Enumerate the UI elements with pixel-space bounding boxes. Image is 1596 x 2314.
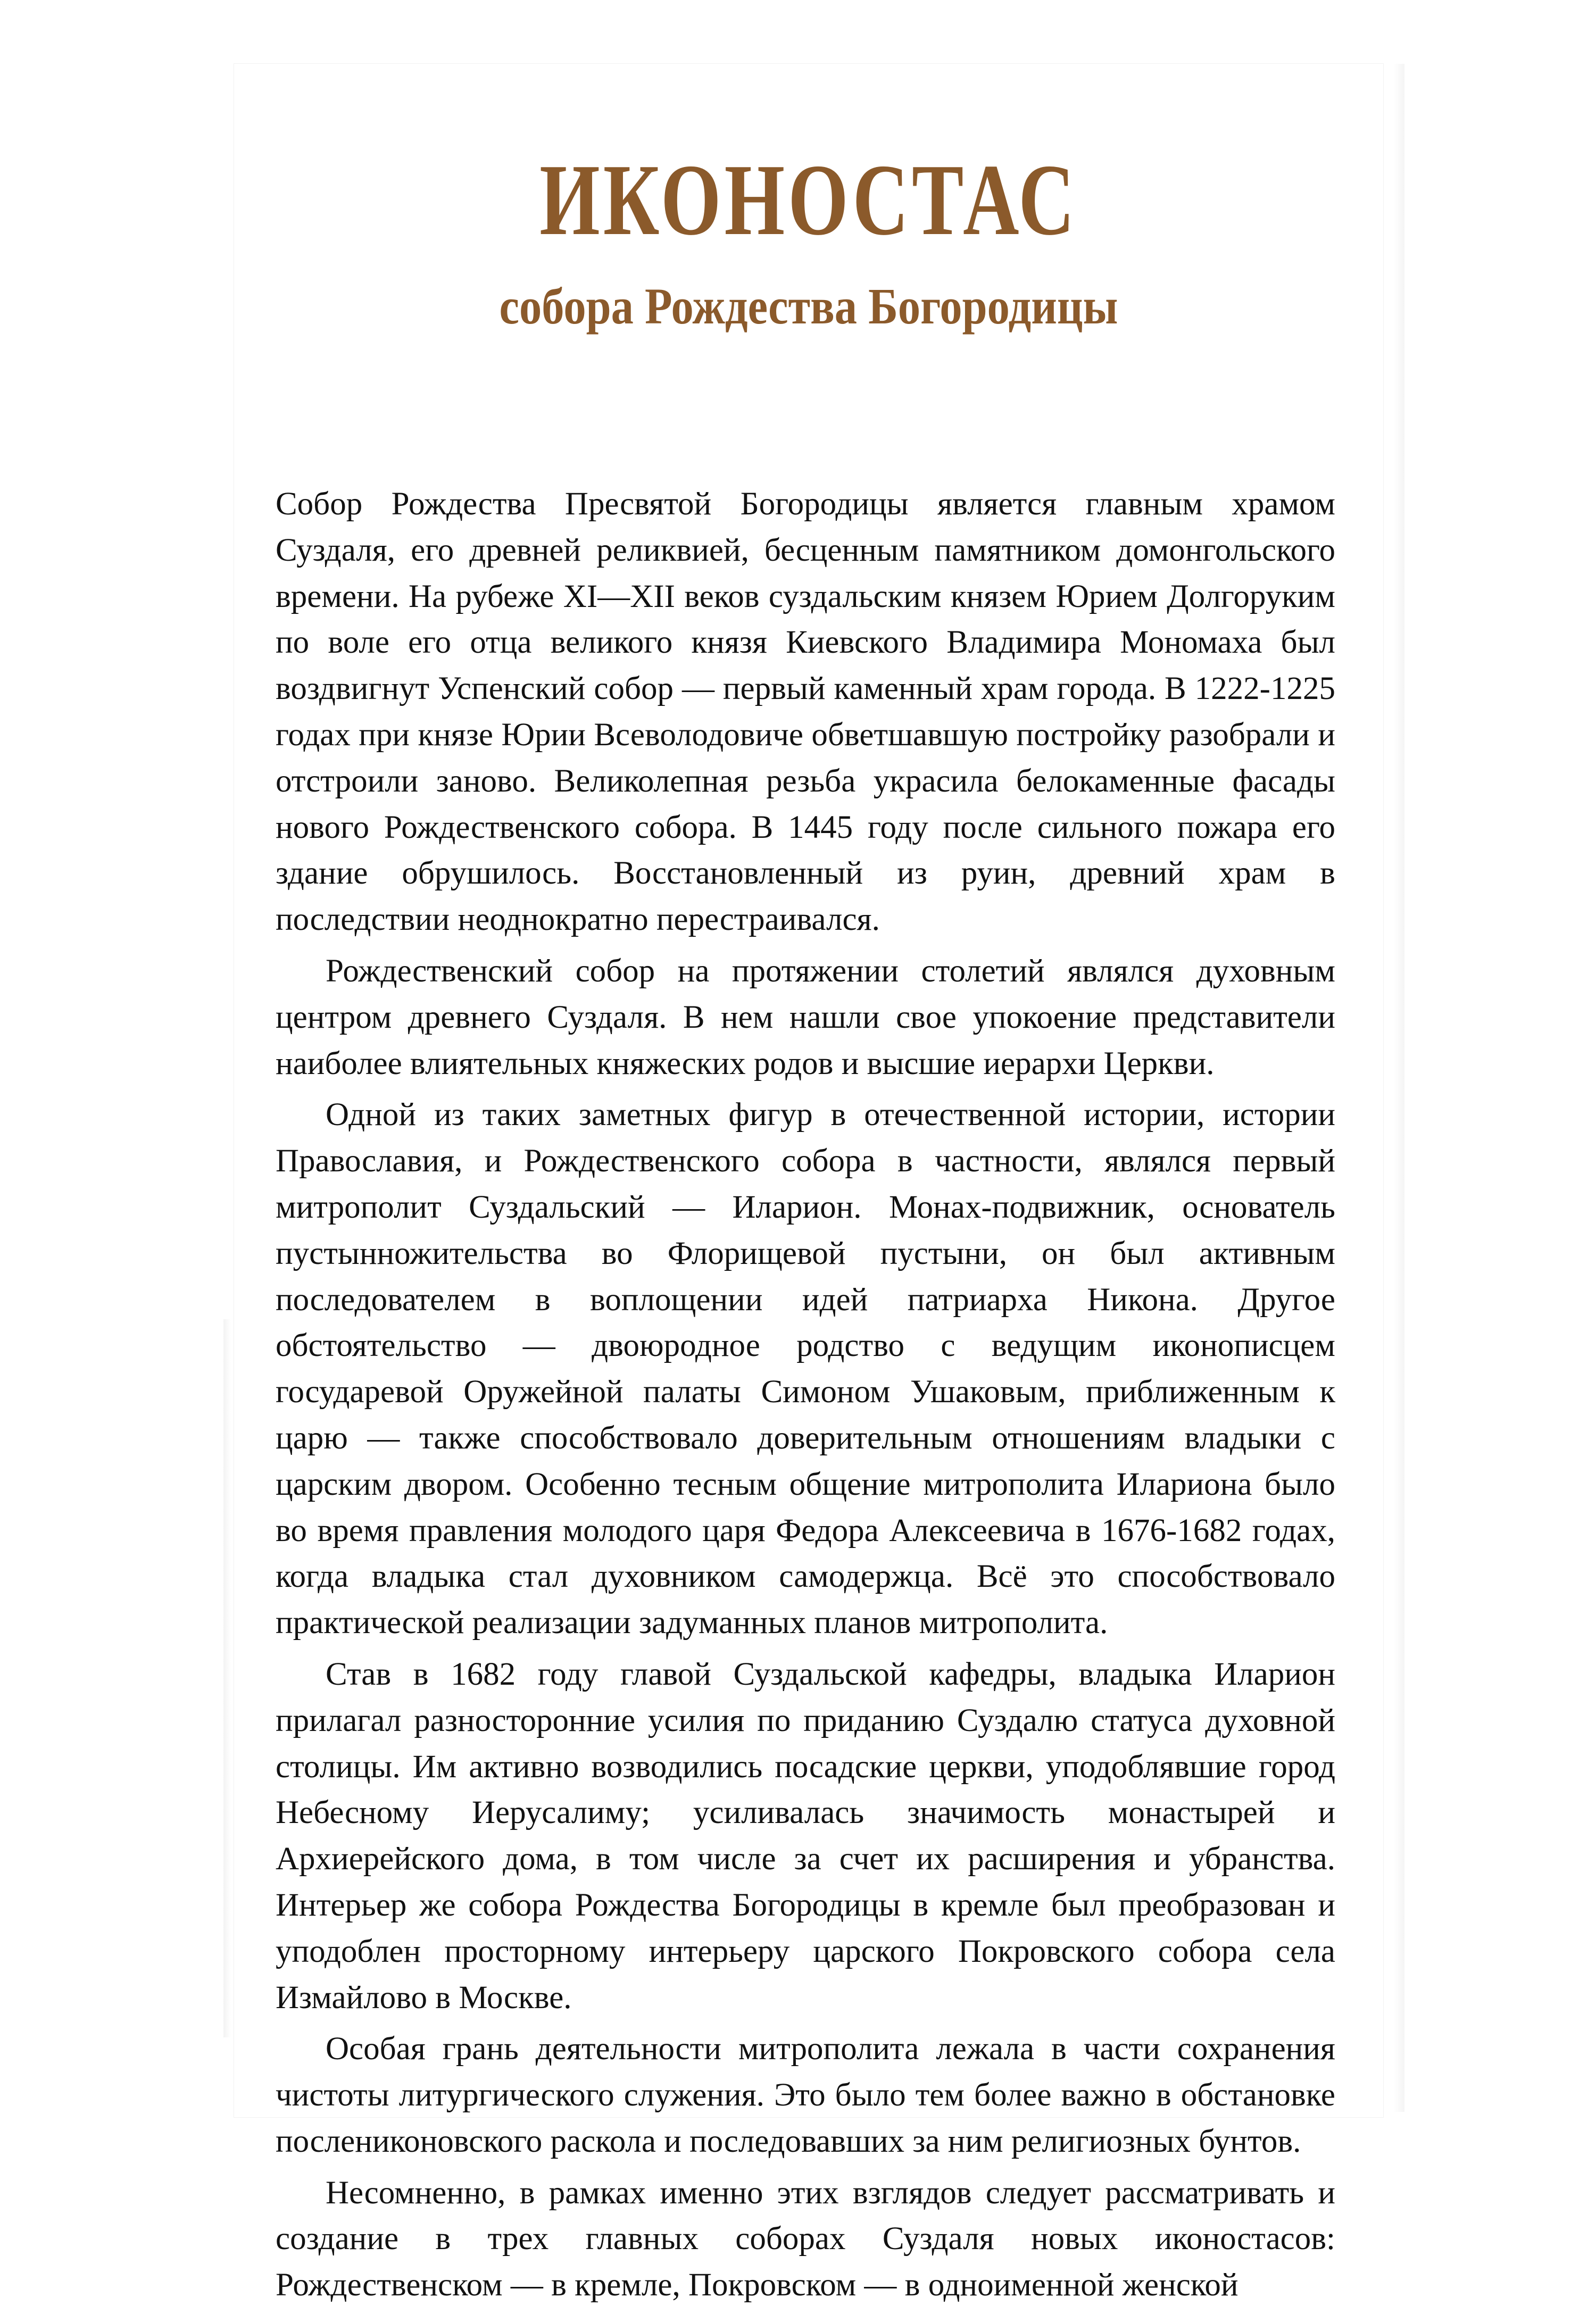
page-edge-shadow-left [223, 1319, 231, 2037]
document-page [234, 64, 1383, 2303]
paragraph: Несомненно, в рамках именно этих взглядов следует рассматривать и создание в трех главных соборах Суздаля новых иконостасов: Рождественском — в кремле, Покровском — в одноименной женской [276, 2175, 1335, 2303]
page-subtitle: собора Рождества Богородицы [499, 278, 1118, 335]
page-title: ИКОНОСТАС [539, 143, 1078, 256]
paragraph: Собор Рождества Пресвятой Богородицы является главным храмом Суздаля, его древней реликвией, бесценным памятником домонгольского времени. На рубеже XI—XII веков суздальским князем Юрием Долгоруким по воле его отца великого князя Киевского Владимира Мономаха был воздвигнут Успенский собор — первый каменный храм города. В 1222-1225 годах при князе Юрии Всеволодовиче обветшавшую постройку разобрали и отстроили заново. Великолепная резьба украсила белокаменные фасады нового Рождественского собора. В 1445 году после сильного пожара его здание обрушилось. Восстановленный из руин, древний храм в последствии неоднократно перестраивался. [276, 486, 1335, 938]
paragraph: Одной из таких заметных фигур в отечественной истории, истории Православия, и Рождественского собора в частности, являлся первый митрополит Суздальский — Иларион. Монах-подвижник, основатель пустынножительства во Флорищевой пустыни, он был активным последователем в воплощении идей патриарха Никона. Другое обстоятельство — двоюродное родство с ведущим иконописцем государевой Оружейной палаты Симоном Ушаковым, приближенным к царю — также способствовало доверительным отношениям владыки с царским двором. Особенно тесным общение митрополита Илариона было во время правления молодого царя Федора Алексеевича в 1676-1682 годах, когда владыка стал духовником самодержца. Всё это способствовало практической реализации задуманных планов митрополита. [276, 1097, 1335, 1641]
paragraph: Став в 1682 году главой Суздальской кафедры, владыка Иларион прилагал разносторонние усилия по приданию Суздалю статуса духовной столицы. Им активно возводились посадские церкви, уподоблявшие город Небесному Иерусалиму; усиливалась значимость монастырей и Архиерейского дома, в том числе за счет их расширения и убранства. Интерьер же собора Рождества Богородицы в кремле был преобразован и уподоблен просторному интерьеру царского Покровского собора села Измайлово в Москве. [276, 1656, 1335, 2016]
paragraph: Рождественский собор на протяжении столетий являлся духовным центром древнего Суздаля. В нем нашли свое упокоение представители наиболее влиятельных княжеских родов и высшие иерархи Церкви. [276, 953, 1335, 1081]
article-body [276, 481, 1335, 2314]
page-edge-shadow-right [1394, 64, 1404, 2112]
paragraph: Особая грань деятельности митрополита лежала в части сохранения чистоты литургического служения. Это было тем более важно в обстановке послениконовского раскола и последовавших за ним религиозных бунтов. [276, 2031, 1335, 2159]
